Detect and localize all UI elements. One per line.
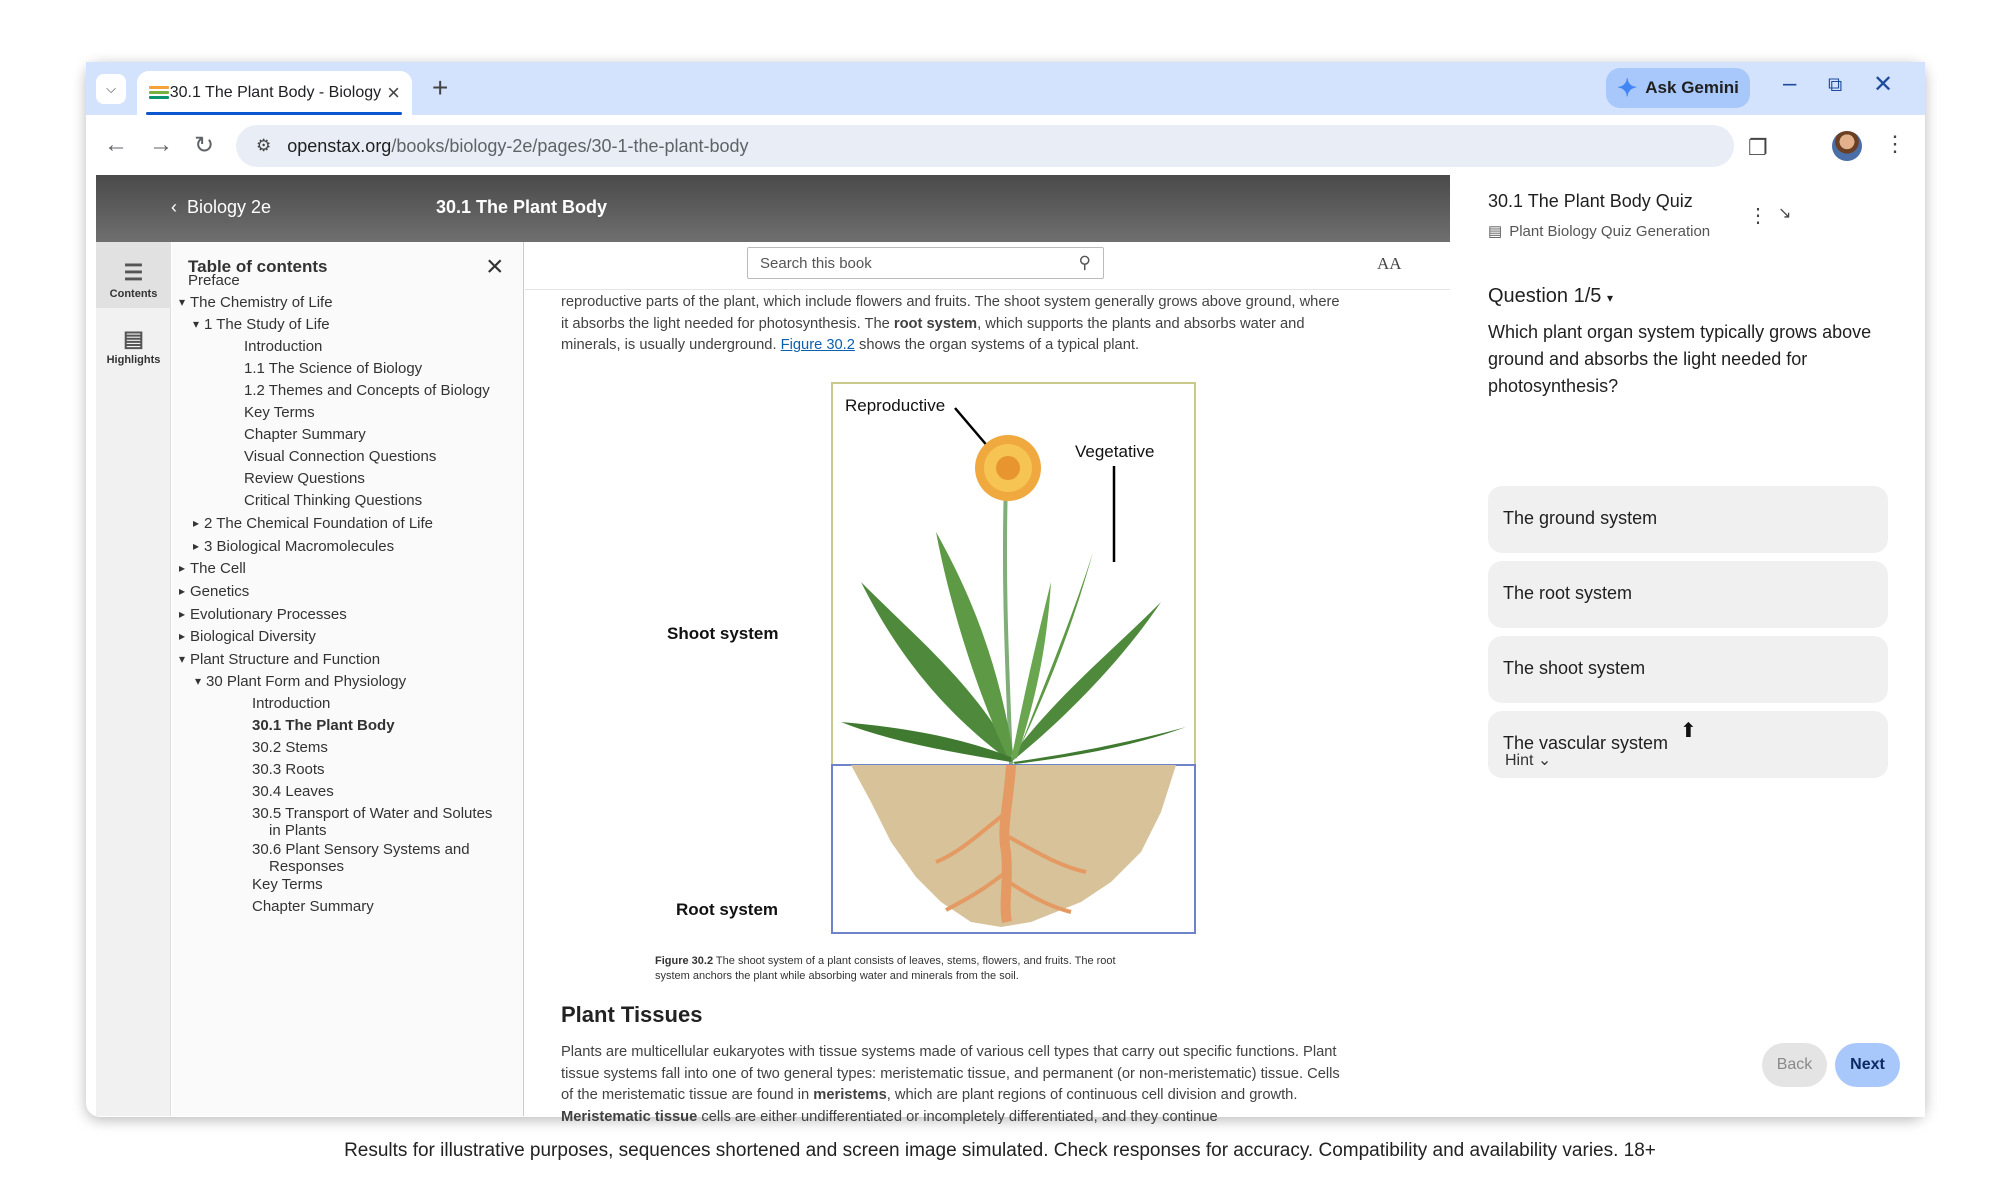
toc-item[interactable] <box>252 695 330 712</box>
toc-item[interactable] <box>269 858 344 875</box>
toc-item-label: Biological Diversity <box>190 628 316 645</box>
toc-item[interactable] <box>252 841 470 858</box>
tab-strip <box>86 62 1925 115</box>
caption-text: The shoot system of a plant consists of leaves, stems, flowers, and fruits. The root system anchors the plant while absorbing water and minerals from the soil. <box>655 955 1116 982</box>
toc-item-label: Key Terms <box>244 404 315 421</box>
next-button[interactable]: Next <box>1835 1043 1900 1087</box>
text-size-button[interactable]: AA <box>1377 254 1402 273</box>
toc-item-label: Chapter Summary <box>244 426 366 443</box>
body-paragraph <box>561 1042 1341 1128</box>
toc-item[interactable] <box>193 515 434 532</box>
toc-item-label: 30.2 Stems <box>252 739 328 756</box>
figure-caption <box>655 954 1140 984</box>
disclaimer-text: Results for illustrative purposes, sequences shortened and screen image simulated. Check responses for accuracy. Compatibility and availability varies. 18+ <box>344 1140 1656 1161</box>
bold-term: root system <box>893 315 978 332</box>
toc-item-label: Introduction <box>244 338 323 355</box>
caret-right-icon[interactable]: ▸ <box>193 539 200 553</box>
hint-toggle[interactable] <box>1505 750 1551 770</box>
dropdown-caret-icon: ▾ <box>1606 291 1614 305</box>
profile-avatar[interactable] <box>1832 131 1862 161</box>
toc-item[interactable] <box>179 294 333 311</box>
toc-item[interactable] <box>179 651 381 668</box>
quiz-menu-icon[interactable]: ⋮ <box>1748 205 1768 227</box>
dandelion-illustration <box>831 382 1196 935</box>
caret-down-icon[interactable]: ▾ <box>195 674 202 688</box>
openstax-favicon-icon <box>149 86 160 100</box>
browser-menu-icon[interactable]: ⋮ <box>1884 131 1906 156</box>
toc-item-label: Responses <box>269 858 345 875</box>
page-title: 30.1 The Plant Body <box>436 197 608 217</box>
question-text: Which plant organ system typically grows above ground and absorbs the light needed for photosynthesis? <box>1488 322 1872 396</box>
address-bar[interactable] <box>236 125 1734 167</box>
toc-item-label: Plant Structure and Function <box>190 651 381 668</box>
url-path: /books/biology-2e/pages/30-1-the-plant-body <box>391 135 749 156</box>
toc-item-label: Visual Connection Questions <box>244 448 437 465</box>
site-settings-icon[interactable]: ⚙ <box>256 136 272 155</box>
figure-link[interactable]: Figure 30.2 <box>780 337 855 354</box>
toc-item-label: Preface <box>188 272 240 289</box>
toc-item[interactable] <box>244 382 490 399</box>
close-toc-icon[interactable]: × <box>486 250 504 283</box>
hint-label: Hint <box>1505 752 1534 769</box>
caret-right-icon[interactable]: ▸ <box>179 607 186 621</box>
mouse-pointer-icon: ⬆ <box>1680 720 1697 742</box>
ask-gemini-button[interactable] <box>1606 68 1750 108</box>
caret-right-icon[interactable]: ▸ <box>179 629 186 643</box>
toc-item-label: Key Terms <box>252 876 323 893</box>
answer-option[interactable]: The root system <box>1488 561 1888 628</box>
toc-item[interactable] <box>252 761 325 778</box>
chevron-down-icon: ⌵ <box>106 81 116 96</box>
text-run: Plants are multicellular eukaryotes with tissue systems made of various cell types that carry out specific functions. Plant tissue systems fall into one of two general types: meristematic tissue, and permanent (or non-meristematic) tissue. Cells of the meristematic tissue are found in <box>561 1044 1340 1104</box>
text-run: shows the organ systems of a typical plant. <box>854 337 1140 354</box>
caret-down-icon[interactable]: ▾ <box>179 652 186 666</box>
gemini-quiz-panel <box>1450 175 1925 1117</box>
highlights-button[interactable] <box>96 326 171 386</box>
toc-item[interactable] <box>244 404 315 421</box>
close-tab-icon[interactable]: × <box>387 80 400 105</box>
new-tab-button[interactable]: + <box>432 72 449 103</box>
caret-down-icon[interactable]: ▾ <box>193 317 200 331</box>
back-to-book-link[interactable]: ‹ Biology 2e <box>171 197 272 217</box>
toc-item[interactable] <box>252 717 395 734</box>
back-button[interactable]: Back <box>1762 1043 1827 1087</box>
caption-label: Figure 30.2 <box>655 955 714 967</box>
highlights-label: Highlights <box>106 354 161 366</box>
toc-item-label: 3 Biological Macromolecules <box>204 538 395 555</box>
toc-item[interactable] <box>252 876 323 893</box>
toc-item-label: Evolutionary Processes <box>190 606 347 623</box>
answer-option[interactable]: The vascular system <box>1488 711 1888 778</box>
caret-right-icon[interactable]: ▸ <box>193 516 200 530</box>
text-run: , which are plant regions of continuous cell division and growth. <box>886 1087 1298 1104</box>
toc-item-label: The Chemistry of Life <box>190 294 333 311</box>
close-window-icon[interactable]: ✕ <box>1873 71 1894 98</box>
toc-item[interactable] <box>193 316 330 333</box>
answer-option[interactable]: The shoot system <box>1488 636 1888 703</box>
book-search-input[interactable] <box>747 247 1104 279</box>
reading-pane <box>525 242 1450 1125</box>
toc-item[interactable] <box>252 739 328 756</box>
toc-item-label: The Cell <box>190 560 246 577</box>
toc-item-label: in Plants <box>269 822 327 839</box>
body-paragraph <box>561 292 1341 357</box>
back-arrow-icon[interactable]: ← <box>104 131 128 158</box>
contents-label: Contents <box>109 288 158 300</box>
toc-item-label: Genetics <box>190 583 250 600</box>
toc-item-label: 30.6 Plant Sensory Systems and <box>252 841 470 858</box>
toc-item[interactable] <box>252 783 334 800</box>
book-header <box>96 175 1450 242</box>
toc-item-label: 30.4 Leaves <box>252 783 334 800</box>
chevron-down-icon: ⌄ <box>1537 752 1552 769</box>
toc-item[interactable] <box>244 492 422 509</box>
toc-item[interactable] <box>193 538 395 555</box>
toc-item[interactable] <box>179 560 246 577</box>
tab-search-button[interactable] <box>96 74 126 104</box>
list-icon: ☰ <box>123 260 144 285</box>
toc-item-label: 30.1 The Plant Body <box>252 717 395 734</box>
toc-item-label: 30.3 Roots <box>252 761 325 778</box>
bold-term: Meristematic tissue <box>561 1108 698 1125</box>
answer-option[interactable]: The ground system <box>1488 486 1888 553</box>
search-placeholder: Search this book <box>760 255 872 272</box>
toc-item-label: 1 The Study of Life <box>204 316 330 333</box>
table-of-contents <box>172 242 524 1116</box>
caret-down-icon[interactable]: ▾ <box>179 295 186 309</box>
toc-item[interactable] <box>244 448 436 465</box>
toc-item-label: Introduction <box>252 695 331 712</box>
root-system-label: Root system <box>676 900 779 919</box>
toc-item[interactable] <box>244 470 365 487</box>
section-heading: Plant Tissues <box>561 1002 703 1027</box>
gemini-sparkle-icon: ✦ <box>1617 74 1638 102</box>
document-icon: ▤ <box>1488 223 1503 240</box>
question-number[interactable] <box>1488 285 1613 308</box>
toc-item-label: Critical Thinking Questions <box>244 492 423 509</box>
plant-figure <box>831 382 1196 935</box>
browser-toolbar <box>86 115 1925 180</box>
collapse-icon[interactable]: ↘ <box>1778 205 1792 222</box>
toc-item[interactable] <box>244 338 322 355</box>
tab-title: 30.1 The Plant Body - Biology <box>169 84 382 101</box>
browser-tab[interactable] <box>137 71 412 115</box>
reproductive-label: Reproductive <box>845 396 946 415</box>
toc-item-label: Review Questions <box>244 470 365 487</box>
highlighter-icon: ▤ <box>123 326 144 351</box>
reader-sidebar <box>96 242 171 1116</box>
quiz-subtitle-text: Plant Biology Quiz Generation <box>1509 223 1711 240</box>
toc-item[interactable] <box>244 360 422 377</box>
vegetative-label: Vegetative <box>1075 442 1155 461</box>
reload-icon[interactable]: ↻ <box>194 132 215 159</box>
contents-button[interactable] <box>96 242 171 308</box>
search-icon[interactable]: ⚲ <box>1078 253 1091 272</box>
restore-icon[interactable]: ⧉ <box>1828 74 1843 96</box>
question-number-text: Question 1/5 <box>1488 285 1602 307</box>
browser-window <box>86 62 1925 1125</box>
toc-item[interactable] <box>252 898 374 915</box>
text-run: , which supports the plants and absorbs water and minerals, is usually underground. <box>561 315 1305 354</box>
caret-right-icon[interactable]: ▸ <box>179 584 186 598</box>
bold-term: meristems <box>813 1087 887 1104</box>
caret-right-icon[interactable]: ▸ <box>179 561 186 575</box>
quiz-subtitle <box>1488 222 1710 240</box>
toc-item[interactable] <box>269 822 327 839</box>
text-run: reproductive parts of the plant, which include flowers and fruits. The shoot system generally grows above ground, where it absorbs the light needed for photosynthesis. The <box>561 294 1340 332</box>
toc-item-label: 30 Plant Form and Physiology <box>206 673 407 690</box>
toc-item-label: 1.1 The Science of Biology <box>244 360 423 377</box>
ask-gemini-label: Ask Gemini <box>1645 78 1739 97</box>
text-run: cells are either undifferentiated or incompletely differentiated, and they continue <box>697 1108 1218 1125</box>
toc-item[interactable] <box>195 673 407 690</box>
toc-item[interactable] <box>252 805 492 822</box>
toc-item[interactable] <box>188 272 240 289</box>
minimize-icon[interactable]: – <box>1783 70 1797 97</box>
book-title: Biology 2e <box>187 197 272 217</box>
shoot-system-label: Shoot system <box>667 624 779 643</box>
toc-item-label: 30.5 Transport of Water and Solutes <box>252 805 493 822</box>
reader-search-bar <box>525 242 1450 290</box>
url-host: openstax.org <box>287 135 392 156</box>
quiz-title: 30.1 The Plant Body Quiz <box>1488 191 1693 211</box>
toc-item[interactable] <box>179 628 316 645</box>
toc-item[interactable] <box>179 606 347 623</box>
toc-item-label: 1.2 Themes and Concepts of Biology <box>244 382 490 399</box>
toc-item-label: Chapter Summary <box>252 898 374 915</box>
toc-item-label: 2 The Chemical Foundation of Life <box>204 515 434 532</box>
toc-heading: Table of contents <box>188 257 328 276</box>
extensions-puzzle-icon[interactable]: ❐ <box>1748 135 1768 160</box>
forward-arrow-icon[interactable]: → <box>149 131 173 158</box>
toc-item[interactable] <box>179 583 250 600</box>
toc-item[interactable] <box>244 426 366 443</box>
